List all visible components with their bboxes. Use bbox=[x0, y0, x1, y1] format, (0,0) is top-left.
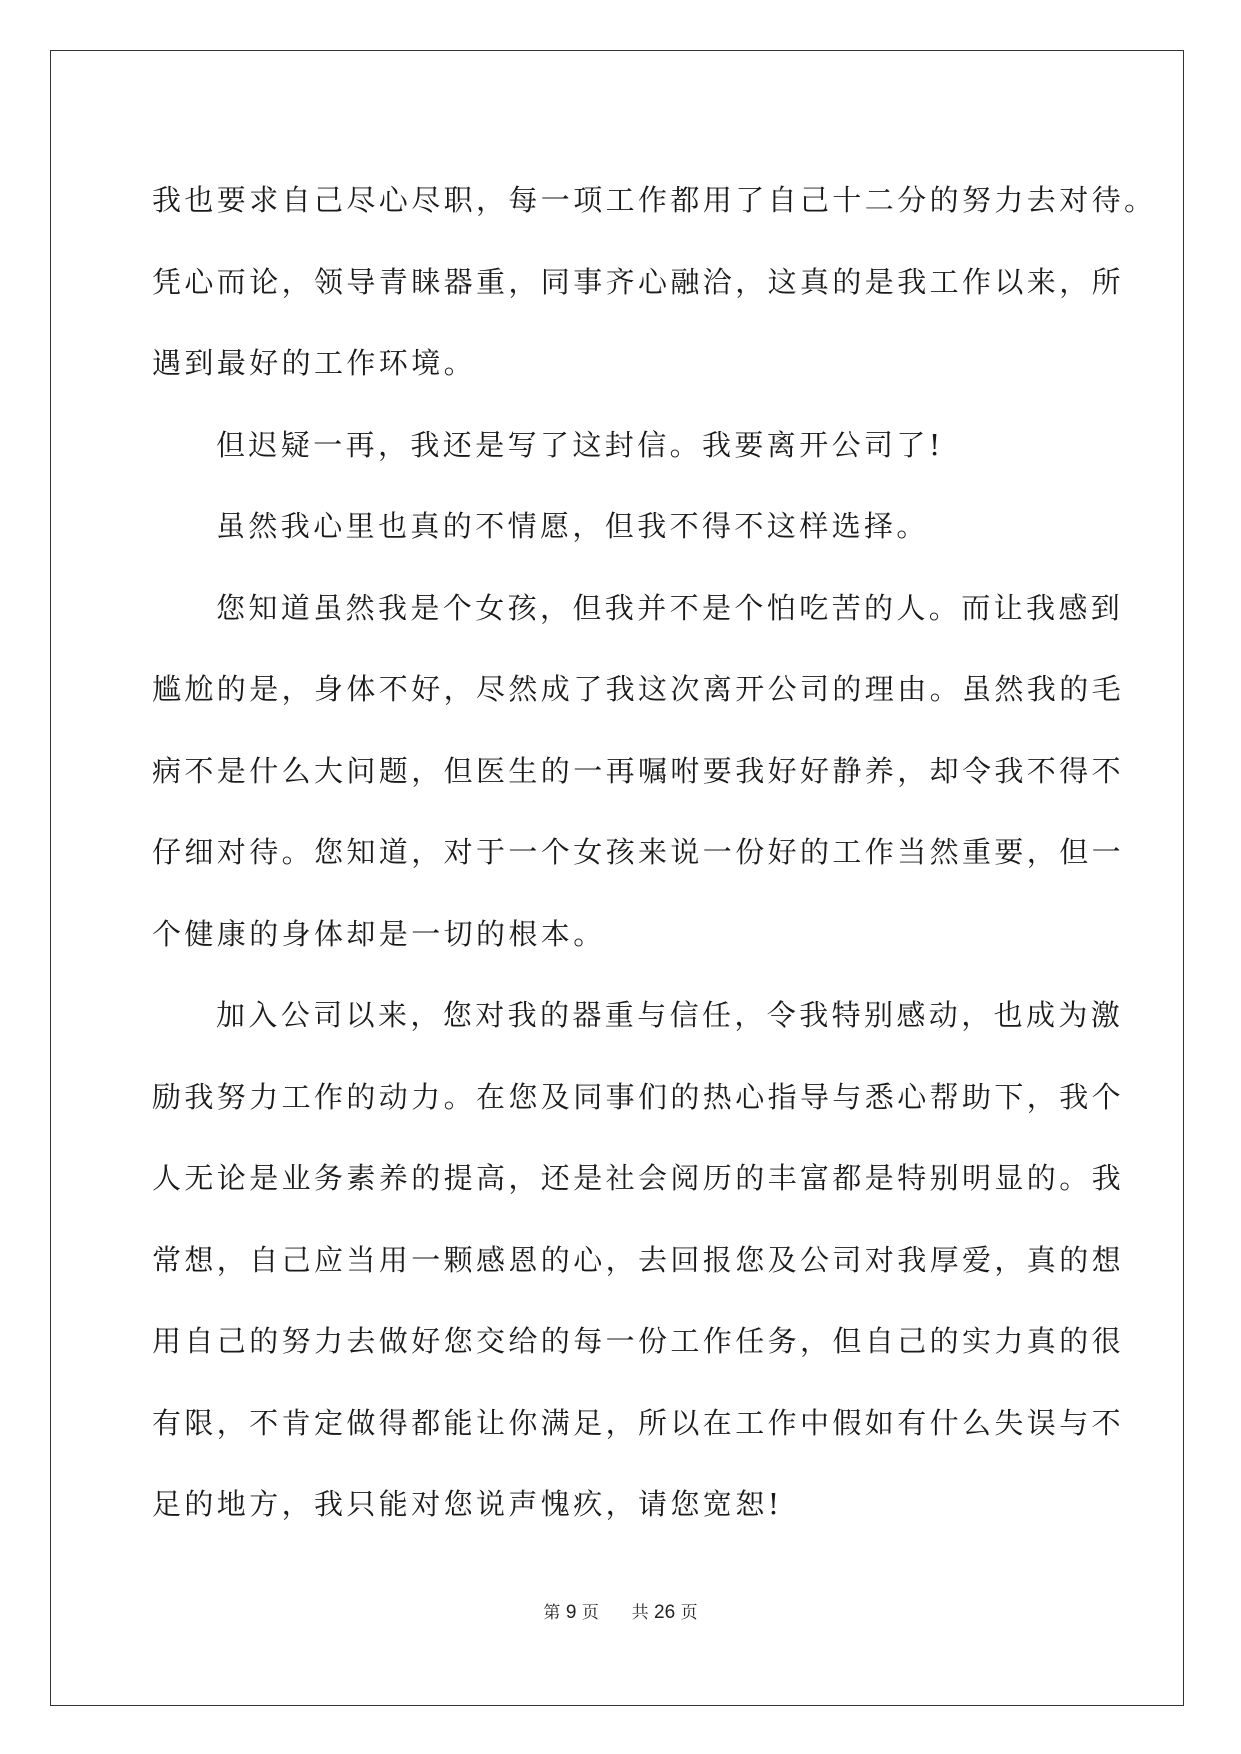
text-line: 病不是什么大问题，但医生的一再嘱咐要我好好静养，却令我不得不 bbox=[152, 753, 1125, 788]
page-number: 9 bbox=[565, 1602, 577, 1623]
text-line: 有限，不肯定做得都能让你满足，所以在工作中假如有什么失误与不 bbox=[152, 1405, 1125, 1440]
total-suffix: 页 bbox=[680, 1603, 698, 1623]
text-line: 用自己的努力去做好您交给的每一份工作任务，但自己的实力真的很 bbox=[152, 1324, 1125, 1358]
text-line: 人无论是业务素养的提高，还是社会阅历的丰富都是特别明显的。我 bbox=[152, 1161, 1125, 1195]
total-prefix: 共 bbox=[631, 1603, 649, 1623]
text-line: 凭心而论，领导青睐器重，同事齐心融洽，这真的是我工作以来，所 bbox=[152, 264, 1125, 299]
text-line: 足的地方，我只能对您说声愧疚，请您宽恕! bbox=[152, 1487, 783, 1521]
paragraph-start-line: 您知道虽然我是个女孩，但我并不是个怕吃苦的人。而让我感到 bbox=[216, 590, 1124, 625]
text-line: 仔细对待。您知道，对于一个女孩来说一份好的工作当然重要，但一 bbox=[152, 835, 1125, 869]
text-line: 个健康的身体却是一切的根本。 bbox=[152, 916, 606, 951]
page-prefix: 第 bbox=[543, 1603, 561, 1623]
page-footer bbox=[0, 1598, 1241, 1624]
paragraph-start-line: 加入公司以来，您对我的器重与信任，令我特别感动，也成为激 bbox=[216, 998, 1124, 1032]
text-line: 我也要求自己尽心尽职，每一项工作都用了自己十二分的努力去对待。 bbox=[152, 183, 1157, 217]
text-line: 遇到最好的工作环境。 bbox=[152, 346, 477, 380]
paragraph-start-line: 但迟疑一再，我还是写了这封信。我要离开公司了! bbox=[216, 427, 944, 462]
text-line: 尴尬的是，身体不好，尽然成了我这次离开公司的理由。虽然我的毛 bbox=[152, 672, 1125, 706]
letter-body bbox=[152, 160, 1157, 1546]
total-pages: 26 bbox=[654, 1602, 676, 1623]
text-line: 励我努力工作的动力。在您及同事们的热心指导与悉心帮助下，我个 bbox=[152, 1079, 1125, 1114]
paragraph-start-line: 虽然我心里也真的不情愿，但我不得不这样选择。 bbox=[216, 509, 929, 543]
text-line: 常想，自己应当用一颗感恩的心，去回报您及公司对我厚爱，真的想 bbox=[152, 1242, 1125, 1277]
page-suffix: 页 bbox=[581, 1603, 599, 1623]
